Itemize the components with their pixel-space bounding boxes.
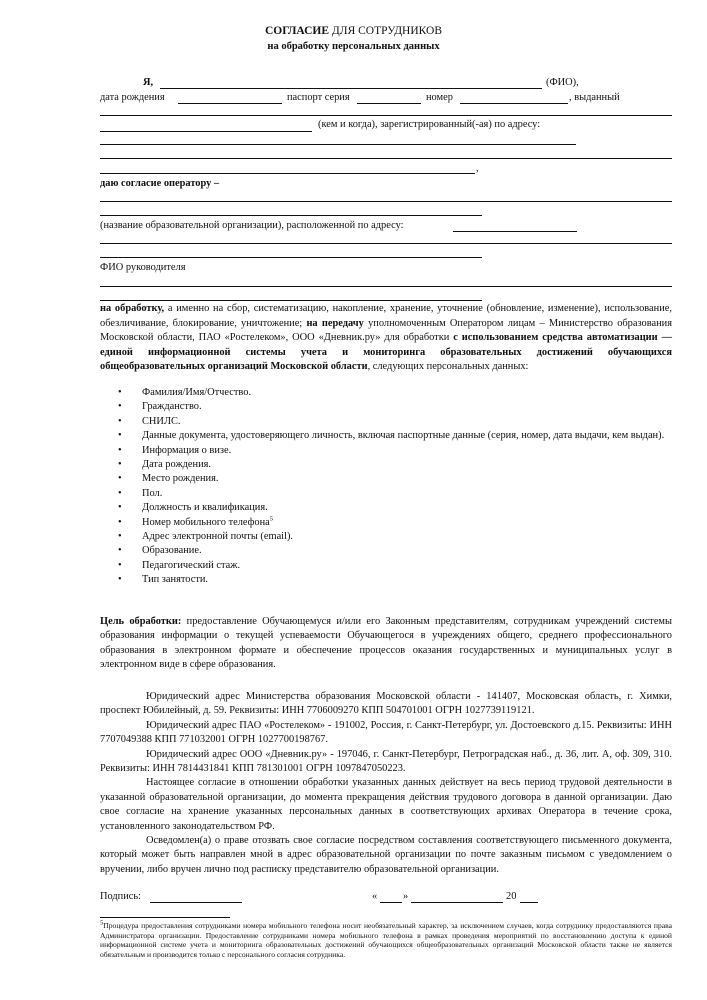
org-address-field-line-3[interactable]: [100, 257, 482, 258]
phone-footnote-mark: 5: [269, 515, 274, 523]
date-close-quote: »: [403, 891, 409, 902]
footnote: [100, 921, 672, 959]
document-subtitle: на обработку персональных данных: [267, 41, 440, 52]
list-item: • Тип занятости.: [118, 573, 673, 587]
ministry-address: Юридический адрес Министерства образования Московской области - 141407, Московская область, г. Химки, проспект Юбилейный, д. 59. Реквизиты: ИНН 7706009270 КПП 504701001 ОГРН 1027739119121.: [100, 691, 672, 717]
birth-date-field-line[interactable]: [178, 103, 282, 104]
list-item-phone: [118, 516, 673, 530]
transfer-label: на передачу: [302, 317, 364, 329]
signature-field-line[interactable]: [150, 902, 242, 903]
consent-to-operator-label: даю согласие оператору –: [100, 178, 220, 189]
footnote-separator: [100, 917, 230, 918]
title-rest: ДЛЯ СОТРУДНИКОВ: [329, 25, 443, 37]
list-item: • Педагогический стаж.: [118, 559, 673, 573]
operator-field-line-2[interactable]: [100, 215, 482, 216]
issued-label: , выданный: [569, 92, 620, 103]
signature-label: Подпись:: [100, 891, 142, 902]
list-item: • Пол.: [118, 487, 673, 501]
list-item: • Адрес электронной почты (email).: [118, 530, 673, 544]
list-item: • Должность и квалификация.: [118, 501, 673, 515]
processing-text-3: , следующих персональных данных:: [367, 361, 529, 373]
date-month-field-line[interactable]: [411, 902, 503, 903]
legal-addresses-block: [100, 690, 672, 877]
address-field-line-1[interactable]: [100, 144, 576, 145]
issued-when-label: (кем и когда), зарегистрированный(-ая) по адресу:: [318, 119, 541, 130]
list-item: • Гражданство.: [118, 400, 673, 414]
director-field-line-1[interactable]: [100, 286, 672, 287]
passport-series-label: паспорт серия: [287, 92, 350, 103]
director-label: ФИО руководителя: [100, 262, 186, 273]
org-address-label: (название образовательной организации), расположенной по адресу:: [100, 220, 404, 231]
director-field-line-2[interactable]: [100, 300, 482, 301]
purpose-label: Цель обработки:: [100, 616, 182, 627]
issued-when-field-line[interactable]: [100, 131, 312, 132]
date-year-field-line[interactable]: [520, 902, 538, 903]
list-item: • Информация о визе.: [118, 444, 673, 458]
fio-field-line[interactable]: [160, 88, 542, 89]
date-year-prefix: 20: [506, 891, 517, 902]
address-field-line-3[interactable]: [100, 173, 475, 174]
footnote-text: Процедура предоставления сотрудниками номера мобильного телефона носит необязательный характер, за исключением случаев, когда сотруднику предоставляются права Администратора организации. Предоставление сотрудниками номера мобильного телефона в рамках проведения мероприятий по восстановлению доступа к единой информационной системе учета и мониторинга образовательных достижений обучающихся общеобразовательных организаций Московской области также не является обязательным и производится только с персонального согласия сотрудника.: [100, 921, 672, 959]
list-item: • Данные документа, удостоверяющего личность, включая паспортные данные (серия, номер, дата выдачи, кем выдан).: [118, 429, 673, 443]
birth-date-label: дата рождения: [100, 92, 165, 103]
i-label: Я,: [143, 77, 154, 88]
address-comma: ,: [476, 163, 479, 174]
date-day-field-line[interactable]: [380, 902, 402, 903]
processing-text-1: а именно на сбор, систематизацию, накопление, хранение, уточнение (обновление, изменение), использование, обезличивание, блокирование, уничтожение;: [100, 303, 673, 329]
purpose-text: предоставление Обучающемуся и/или его Законным представителям, сотрудникам учреждений системы образования информации о текущей успеваемости Обучающегося в учреждениях общего, среднего профессионального образования в электронном формате и обеспечение процессов оказания государственных и муниципальных услуг в электронном виде в сфере образования.: [100, 616, 672, 671]
passport-number-label: номер: [426, 92, 453, 103]
list-item: • Место рождения.: [118, 472, 673, 486]
passport-number-field-line[interactable]: [460, 103, 568, 104]
revocation-right-paragraph: Осведомлен(а) о праве отозвать свое согласие посредством составления соответствующего письменного документа, который может быть направлен мной в адрес образовательной организации по почте заказным письмом с уведомлением о вручении, либо вручен лично под расписку представителю образовательной организации.: [100, 835, 672, 875]
footnote-mark: 5: [100, 919, 104, 927]
list-item: • Дата рождения.: [118, 458, 673, 472]
address-field-line-2[interactable]: [100, 158, 672, 159]
org-address-field-line-1[interactable]: [453, 231, 577, 232]
phone-item-text: Номер мобильного телефона: [142, 516, 270, 528]
list-item: • Образование.: [118, 544, 673, 558]
fio-label: (ФИО),: [546, 77, 579, 88]
consent-validity-paragraph: Настоящее согласие в отношении обработки указанных данных действует на весь период трудовой деятельности в указанной образовательной организации, до момента прекращения действия трудового договора в данной организации. Даю свое согласие на хранение указанных персональных данных в соответствующих архивах Оператора в течение срока, установленного законодательством РФ.: [100, 777, 672, 832]
operator-field-line-1[interactable]: [100, 201, 672, 202]
org-address-field-line-2[interactable]: [100, 243, 672, 244]
processing-paragraph: [100, 302, 672, 375]
processing-lead: на обработку,: [100, 303, 165, 314]
passport-series-field-line[interactable]: [357, 103, 421, 104]
personal-data-list: [118, 386, 673, 588]
title-bold: СОГЛАСИЕ: [264, 25, 330, 37]
rostelecom-address: Юридический адрес ПАО «Ростелеком» - 191002, Россия, г. Санкт-Петербург, ул. Достоевского д.15. Реквизиты: ИНН 7707049388 КПП 771032001 ОГРН 1027700198767.: [100, 719, 672, 746]
list-item: • СНИЛС.: [118, 415, 673, 429]
purpose-paragraph: [100, 615, 672, 673]
list-item: • Фамилия/Имя/Отчество.: [118, 386, 673, 400]
automation-system-text: с использованием средства автоматизации — единой информационной системы учета и мониторинга образовательных достижений обучающихся общеобразовательных организаций Московской области: [100, 332, 672, 373]
issued-by-field-line[interactable]: [100, 115, 672, 116]
dnevnik-address: Юридический адрес ООО «Дневник.ру» - 197046, г. Санкт-Петербург, Петроградская наб., д. 36, лит. А, оф. 309, 310. Реквизиты: ИНН 7814431841 КПП 781301001 ОГРН 1097847050223.: [100, 748, 672, 775]
date-open-quote: «: [372, 891, 378, 902]
processing-text-2: уполномоченным Оператором лицам – Министерство образования Московской области, ПАО «Ростелеком», ООО «Дневник.ру» для обработки: [100, 317, 673, 344]
document-title: [0, 24, 707, 38]
